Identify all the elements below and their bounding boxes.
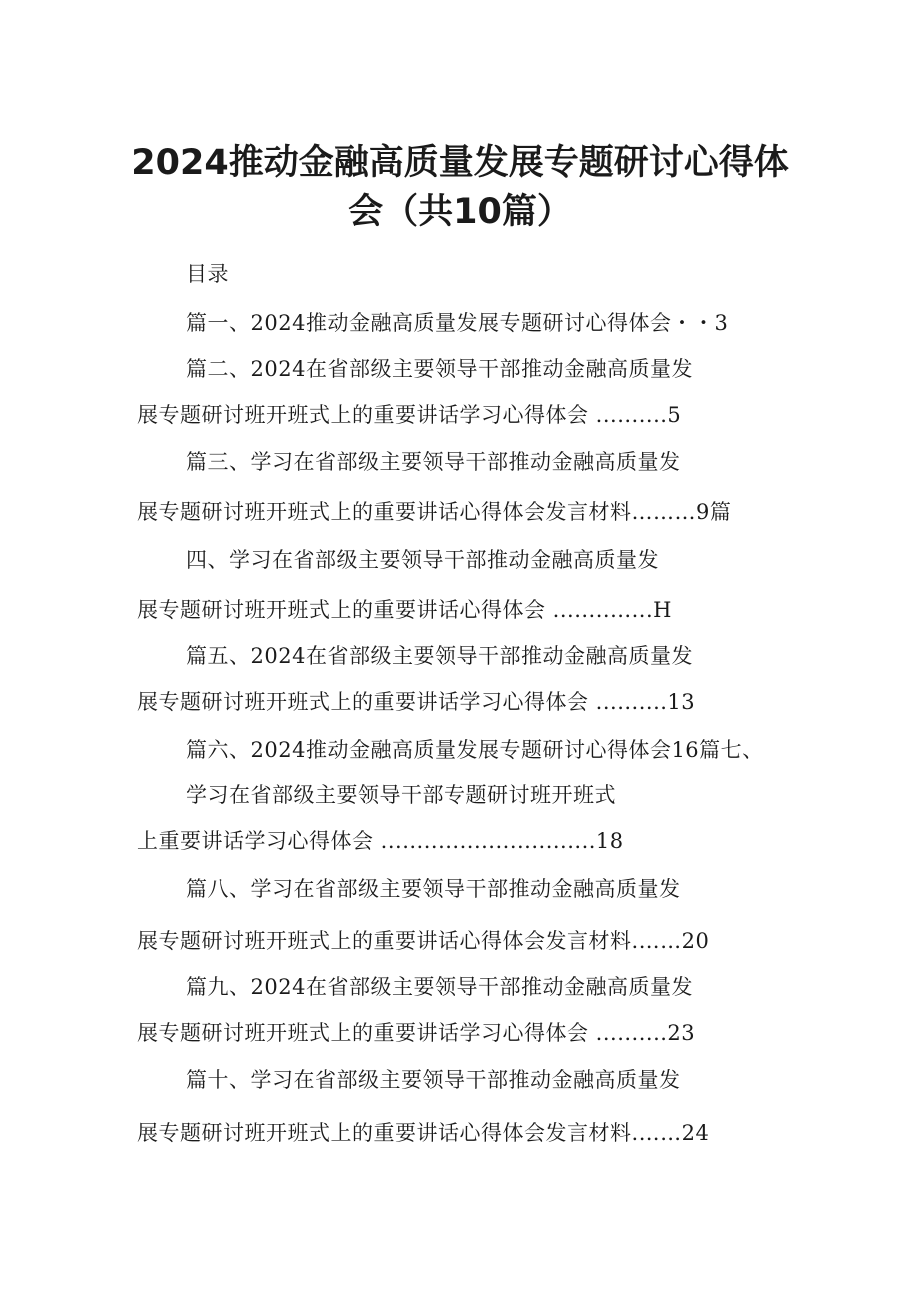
toc-line: 篇五、2024在省部级主要领导干部推动金融高质量发	[186, 644, 693, 668]
toc-line: 篇八、学习在省部级主要领导干部推动金融高质量发	[186, 877, 681, 901]
document-title-line-2: 会（共10篇）	[348, 192, 572, 232]
toc-line: 上重要讲话学习心得体会 ..............................18	[137, 829, 624, 853]
toc-line: 四、学习在省部级主要领导干部推动金融高质量发	[186, 548, 659, 572]
toc-line: 展专题研讨班开班式上的重要讲话心得体会发言材料………9篇	[137, 500, 732, 524]
toc-line: 篇六、2024推动金融高质量发展专题研讨心得体会16篇七、	[186, 738, 764, 762]
toc-line: 展专题研讨班开班式上的重要讲话学习心得体会 ..........13	[137, 690, 696, 714]
document-title-line-1: 2024推动金融高质量发展专题研讨心得体	[131, 143, 789, 183]
toc-line: 篇九、2024在省部级主要领导干部推动金融高质量发	[186, 975, 693, 999]
toc-line: 篇三、学习在省部级主要领导干部推动金融高质量发	[186, 450, 681, 474]
toc-line: 展专题研讨班开班式上的重要讲话心得体会发言材料.……20	[137, 929, 710, 953]
toc-line: 展专题研讨班开班式上的重要讲话心得体会发言材料.……24	[137, 1121, 710, 1145]
toc-line: 篇十、学习在省部级主要领导干部推动金融高质量发	[186, 1068, 681, 1092]
toc-line: 学习在省部级主要领导干部专题研讨班开班式	[186, 783, 616, 807]
toc-line: 篇二、2024在省部级主要领导干部推动金融高质量发	[186, 357, 693, 381]
toc-line: 展专题研讨班开班式上的重要讲话心得体会 ..............H	[137, 598, 672, 622]
toc-heading: 目录	[186, 262, 229, 286]
toc-line: 展专题研讨班开班式上的重要讲话学习心得体会 ..........23	[137, 1021, 696, 1045]
toc-line: 篇一、2024推动金融高质量发展专题研讨心得体会・・3	[186, 311, 729, 335]
toc-line: 展专题研讨班开班式上的重要讲话学习心得体会 ..........5	[137, 403, 682, 427]
